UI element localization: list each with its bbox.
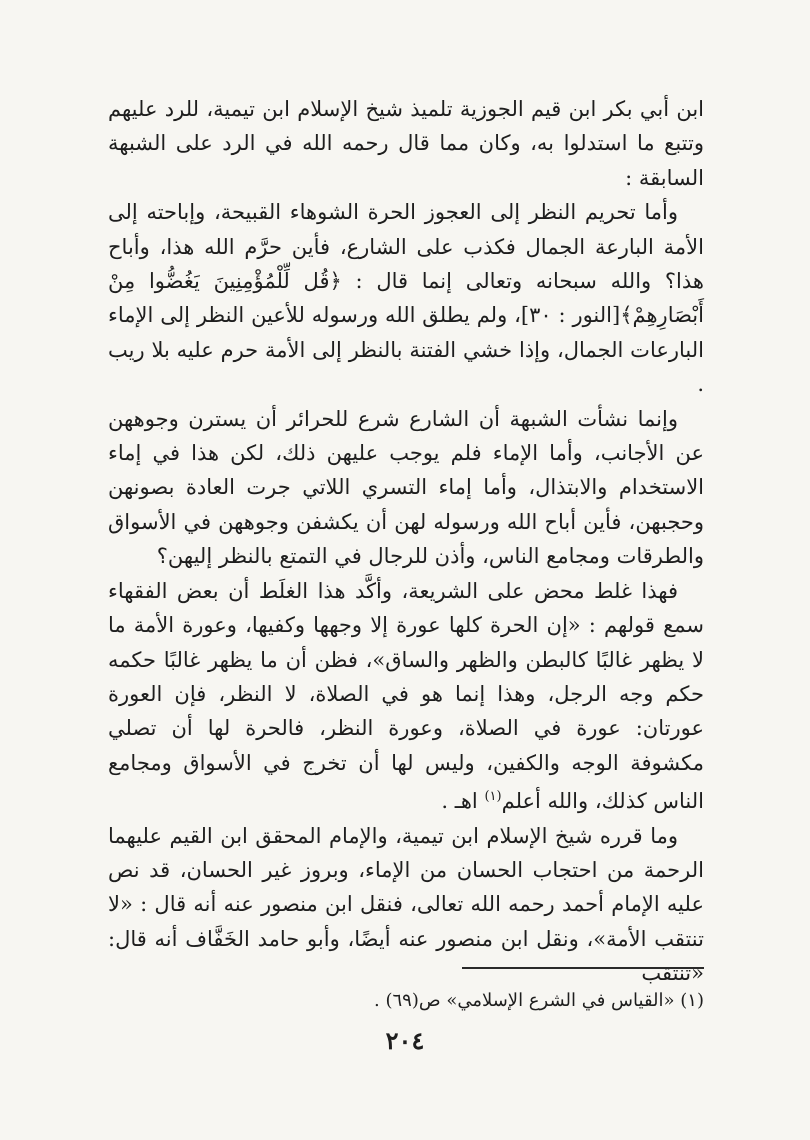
paragraph-error-text: فهذا غلط محض على الشريعة، وأكَّد هذا الغلَط أن بعض الفقهاء سمع قولهم : «إن الحرة كلها عورة إلا وجهها وكفيها، وعورة الأمة ما لا يظهر غالبًا كالبطن والظهر والساق»، فظن أن ما يظهر غالبًا حكمه حكم وجه الرجل، وهذا إنما هو في الصلاة، لا النظر، فإن العورة عورتان: عورة في الصلاة، وعورة النظر، فالحرة لها أن تصلي مكشوفة الوجه والكفين، وليس لها أن تخرج في الأسواق ومجامع الناس كذلك، والله أعلم [108, 578, 704, 814]
main-text [108, 92, 704, 991]
paragraph-error-end: اهـ . [441, 789, 485, 814]
paragraph-doubt-origin: وإنما نشأت الشبهة أن الشارع شرع للحرائر أن يسترن وجوههن عن الأجانب، وأما الإماء فلم يوجب عليهن ذلك، لكن هذا في إماء الاستخدام والابتذال، وأما إماء التسري اللاتي جرت العادة بصونهن وحجبهن، فأين أباح الله ورسوله لهن أن يكشفن وجوههن في الأسواق والطرقات ومجامع الناس، وأذن للرجال في التمتع بالنظر إليهن؟ [108, 406, 704, 569]
paragraph-intro: ابن أبي بكر ابن قيم الجوزية تلميذ شيخ الإسلام ابن تيمية، للرد عليهم وتتبع ما استدلوا به، وكان مما قال رحمه الله في الرد على الشبهة السابقة : [108, 97, 704, 190]
paragraph-imam-ahmad: وما قرره شيخ الإسلام ابن تيمية، والإمام المحقق ابن القيم عليهما الرحمة من احتجاب الحسان من الإماء، وبروز غير الحسان، قد نص عليه الإمام أحمد رحمه الله تعالى، فنقل ابن منصور عنه أنه قال : «لا تنتقب الأمة»، ونقل ابن منصور عنه أيضًا، وأبو حامد الخَفَّاف أنه قال: «تنتقب [108, 823, 705, 986]
paragraph-prohibition: وأما تحريم النظر إلى العجوز الحرة الشوهاء القبيحة، وإباحته إلى الأمة البارعة الجمال فكذب على الشارع، فأين حرَّم الله هذا، وأباح هذا؟ والله سبحانه وتعالى إنما قال : ﴿قُل لِّلْمُؤْمِنِينَ يَغُضُّوا مِنْ أَبْصَارِهِمْ﴾[النور : ٣٠]، ولم يطلق الله ورسوله للأعين النظر إلى الإماء البارعات الجمال، وإذا خشي الفتنة بالنظر إلى الأمة حرم عليه بلا ريب . [108, 200, 704, 397]
footnote-divider [462, 967, 704, 969]
paragraph-error [108, 574, 704, 819]
footnote: (١) «القياس في الشرع الإسلامي» ص(٦٩) . [374, 990, 704, 1011]
page-number: ٢٠٤ [385, 1026, 425, 1055]
footnote-marker: (١) [484, 789, 502, 805]
